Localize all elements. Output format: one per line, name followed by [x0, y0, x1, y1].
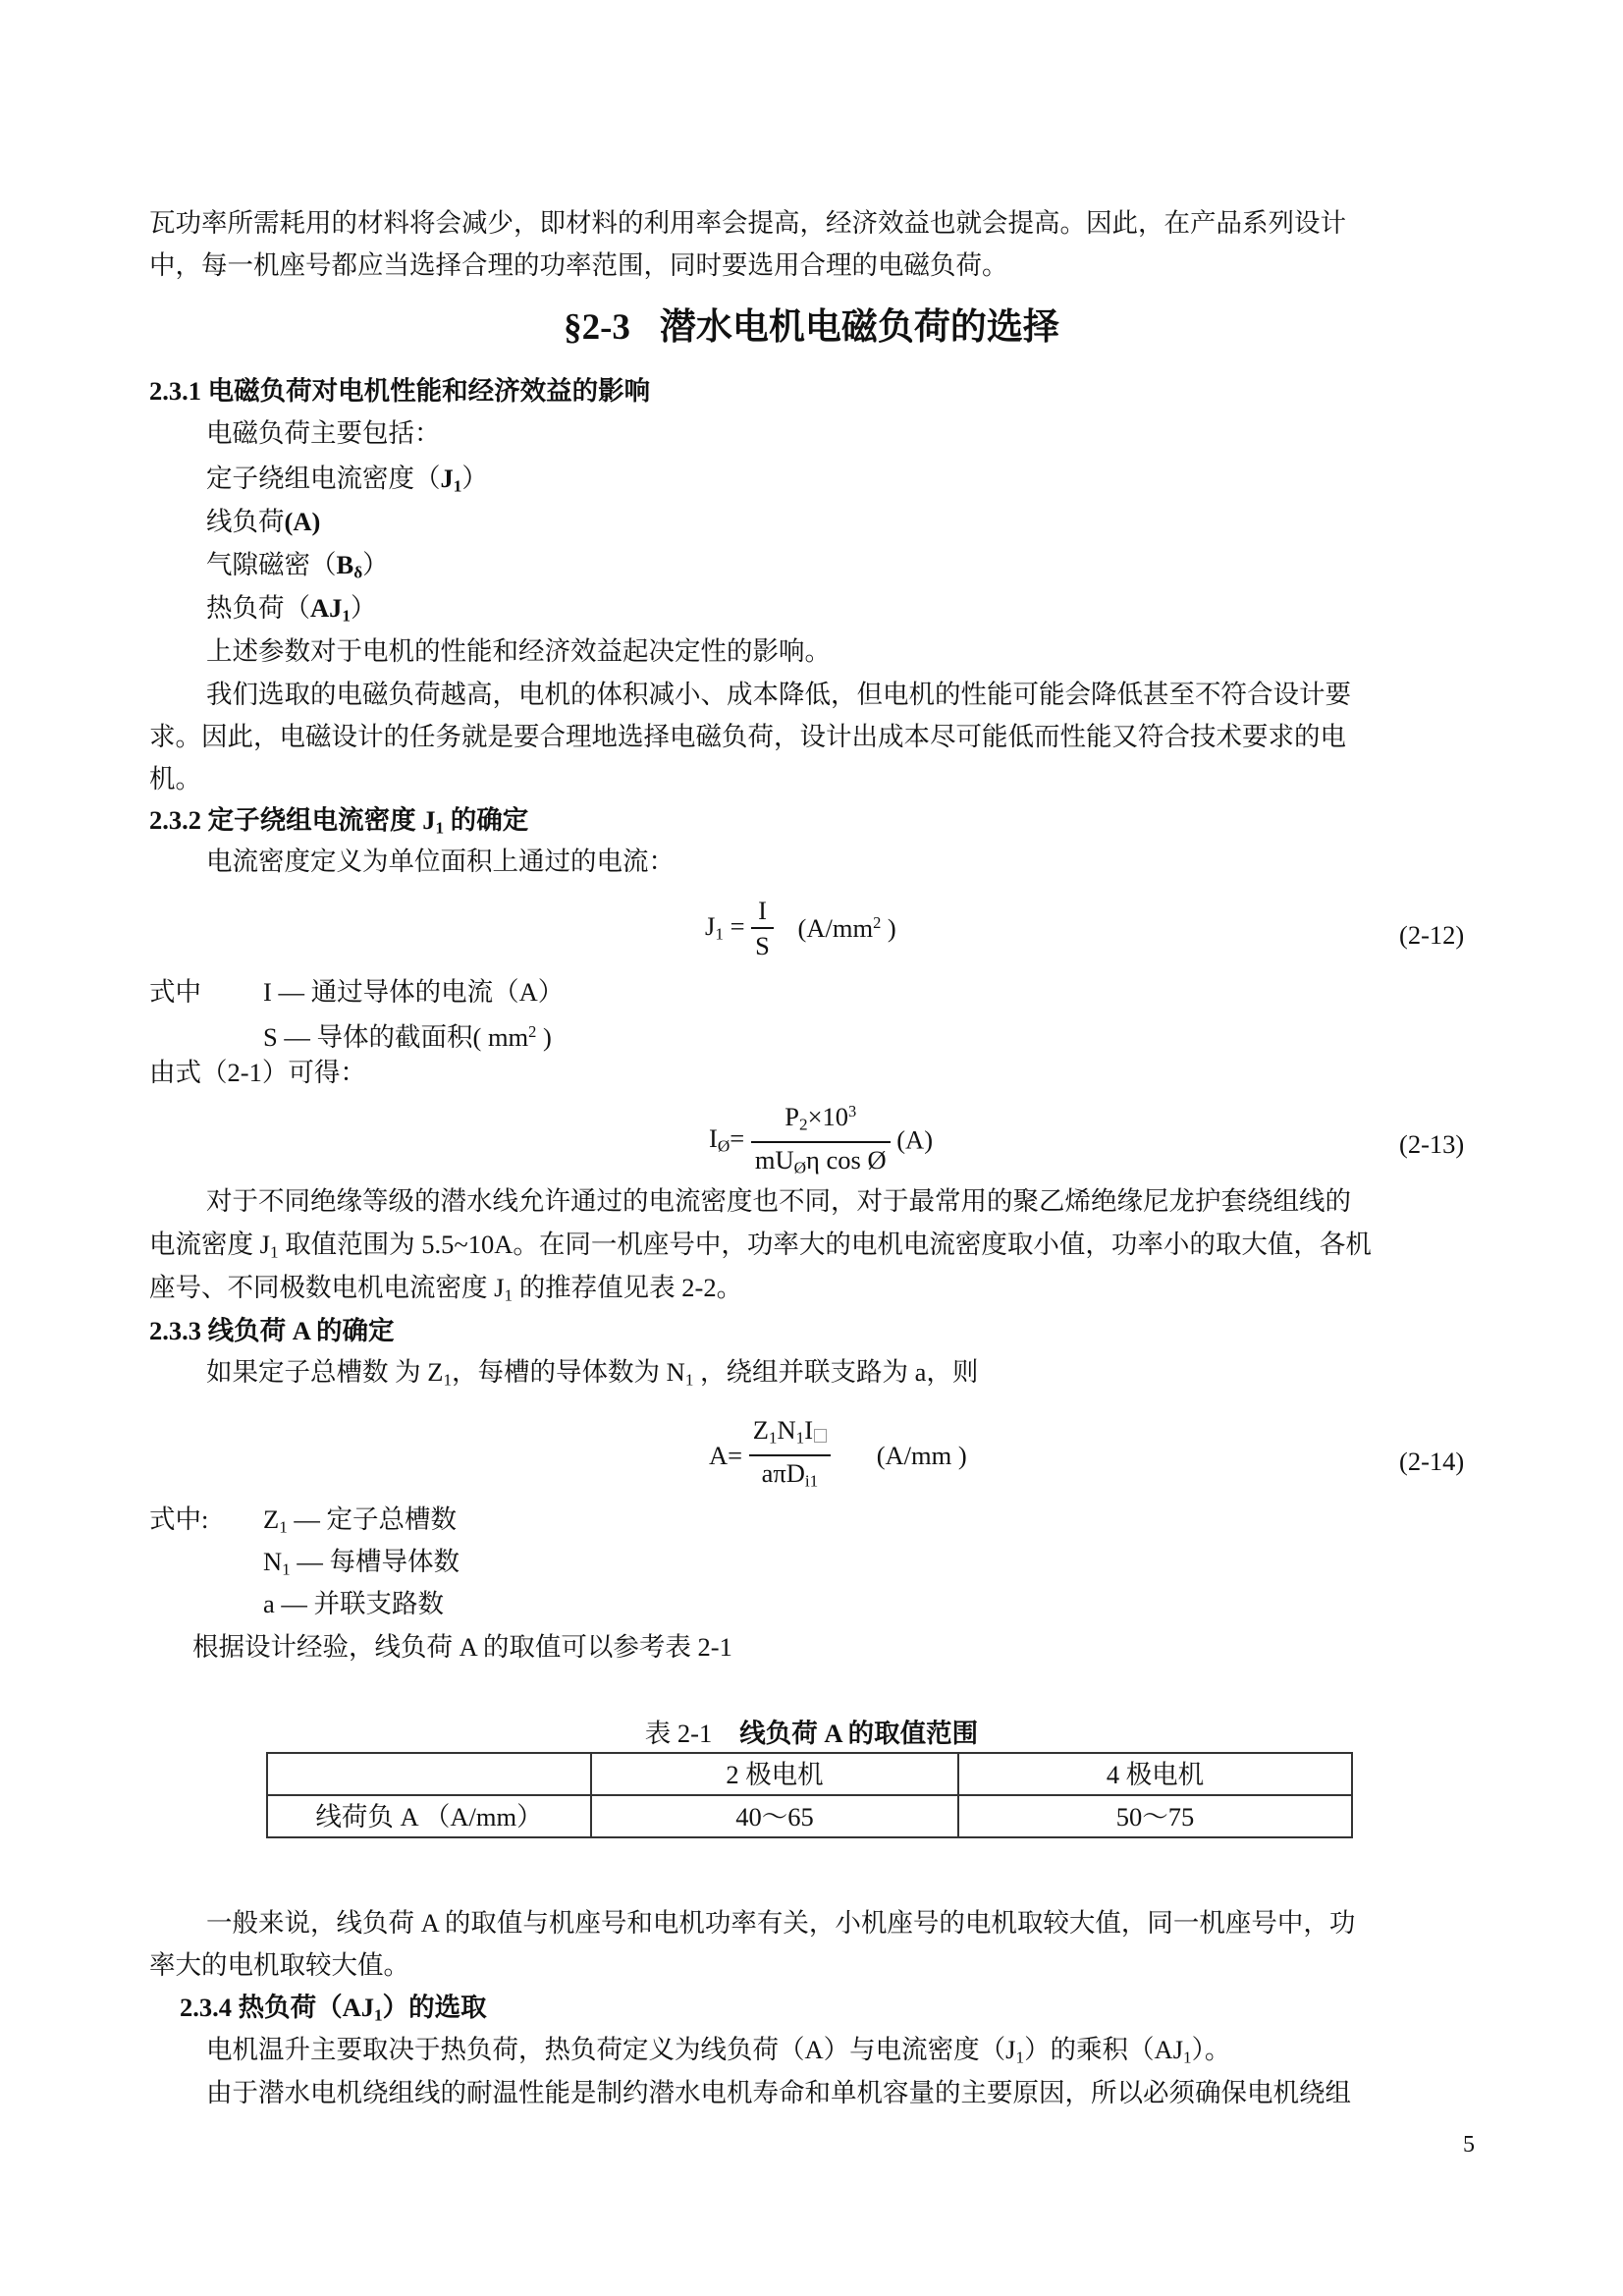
item-text: 热负荷（	[206, 593, 310, 623]
list-item	[206, 507, 320, 536]
para-text: ）的乘积（AJ	[1024, 2035, 1184, 2064]
paragraph-line: 根据设计经验，线负荷 A 的取值可以参考表 2-1	[192, 1632, 732, 1662]
den-text: aπD	[761, 1458, 805, 1489]
num-subscript: 1	[795, 1428, 805, 1448]
num-subscript: 2	[798, 1115, 808, 1134]
item-subscript: 1	[453, 476, 462, 496]
caption-number: 表 2-1	[644, 1719, 713, 1748]
where-symbol: Z	[263, 1504, 280, 1534]
para-text: 座号、不同极数电机电流密度 J	[149, 1273, 505, 1302]
eq-denominator	[749, 1456, 831, 1496]
table-header-row	[267, 1753, 1352, 1795]
paragraph-line	[206, 1357, 978, 1394]
item-symbol: J	[440, 464, 454, 493]
table-cell: 50～75	[958, 1795, 1352, 1837]
where-label: 式中	[149, 977, 201, 1007]
para-subscript: 1	[443, 1370, 453, 1390]
eq-lhs: A=	[709, 1440, 749, 1470]
equation-number: (2-13)	[1399, 1129, 1465, 1159]
eq-unit: (A)	[896, 1124, 934, 1155]
list-item	[206, 593, 377, 630]
eq-numerator	[749, 1415, 831, 1456]
subsection-heading-2-3-3: 2.3.3 线负荷 A 的确定	[149, 1316, 395, 1345]
where-symbol: N	[263, 1547, 283, 1576]
eq-numerator	[751, 1097, 891, 1143]
where-label: 式中:	[149, 1504, 209, 1534]
num-subscript: 1	[768, 1428, 778, 1448]
para-text: 如果定子总槽数 为 Z	[206, 1357, 444, 1387]
where-superscript: 2	[528, 1022, 537, 1041]
num-superscript: 3	[848, 1102, 857, 1121]
where-text: )	[536, 1022, 552, 1053]
where-item: a — 并联支路数	[263, 1589, 445, 1618]
paragraph-line: 上述参数对于电机的性能和经济效益起决定性的影响。	[206, 636, 831, 666]
list-lead: 电磁负荷主要包括：	[206, 418, 441, 448]
item-subscript: δ	[353, 563, 363, 582]
equation-number: (2-12)	[1399, 920, 1465, 950]
paragraph-line: 由式（2-1）可得：	[149, 1058, 366, 1087]
para-text: 电机温升主要取决于热负荷，热负荷定义为线负荷（A）与电流密度（J	[206, 2035, 1016, 2064]
where-text: — 定子总槽数	[287, 1504, 458, 1534]
eq-unit: (A/mm )	[876, 1440, 967, 1470]
para-subscript: 1	[1183, 2048, 1192, 2067]
paragraph-line: 我们选取的电磁负荷越高，电机的体积减小、成本降低，但电机的性能可能会降低甚至不符合设计要	[206, 680, 1351, 709]
den-text: η cos Ø	[806, 1145, 887, 1175]
where-item	[263, 1017, 552, 1052]
where-subscript: 1	[282, 1559, 291, 1579]
equation-2-12	[705, 896, 896, 960]
eq-symbol: I	[709, 1123, 718, 1154]
table-cell: 40～65	[591, 1795, 958, 1837]
list-item	[206, 550, 389, 587]
paragraph-line: 由于潜水电机绕组线的耐温性能是制约潜水电机寿命和单机容量的主要原因，所以必须确保电机绕组	[206, 2078, 1351, 2107]
paragraph-line	[149, 1230, 1372, 1267]
paragraph-line: 中，每一机座号都应当选择合理的功率范围，同时要选用合理的电磁负荷。	[149, 250, 1008, 280]
num-text: ×10	[807, 1102, 849, 1132]
num-text: Z	[752, 1415, 769, 1445]
subsection-heading-2-3-1: 2.3.1 电磁负荷对电机性能和经济效益的影响	[149, 376, 651, 406]
caption-title: 线负荷 A 的取值范围	[739, 1719, 979, 1748]
para-text: ）。	[1191, 2035, 1231, 2064]
paragraph-line: 一般来说，线负荷 A 的取值与机座号和电机功率有关，小机座号的电机取较大值，同一机座号中，功	[206, 1908, 1356, 1938]
unit-text: (A/mm	[797, 912, 874, 943]
unit-superscript: 2	[873, 912, 882, 932]
para-subscript: 1	[684, 1370, 694, 1390]
eq-subscript: Ø	[717, 1136, 730, 1156]
para-text: ，每槽的导体数为 N	[452, 1357, 685, 1387]
den-subscript: Ø	[793, 1158, 807, 1177]
data-table	[266, 1752, 1353, 1838]
heading-text: 2.3.2 定子绕组电流密度 J	[149, 805, 436, 835]
num-text: I	[804, 1415, 814, 1445]
paragraph-line	[206, 2035, 1230, 2072]
eq-unit	[798, 913, 896, 943]
table-row	[267, 1795, 1352, 1837]
equation-2-14	[709, 1415, 967, 1497]
para-subscript: 1	[504, 1285, 514, 1305]
paragraph-line: 求。因此，电磁设计的任务就是要合理地选择电磁负荷，设计出成本尽可能低而性能又符合技术要求的电	[149, 722, 1346, 751]
para-text: 电流密度 J	[149, 1230, 270, 1259]
item-end: ）	[362, 550, 389, 579]
section-heading	[0, 306, 1623, 350]
heading-subscript: 1	[435, 818, 445, 838]
heading-text: 2.3.4 热负荷（AJ	[180, 1993, 375, 2022]
eq-numerator: I	[751, 896, 774, 929]
where-text: — 每槽导体数	[290, 1547, 460, 1576]
item-subscript: 1	[342, 606, 351, 626]
den-text: mU	[754, 1145, 794, 1175]
item-end: ）	[461, 464, 488, 493]
heading-subscript: 1	[374, 2005, 383, 2025]
eq-denominator	[751, 1143, 891, 1182]
paragraph-line: 对于不同绝缘等级的潜水线允许通过的电流密度也不同，对于最常用的聚乙烯绝缘尼龙护套绕组线的	[206, 1186, 1351, 1216]
eq-lhs	[709, 1123, 751, 1156]
section-title: 潜水电机电磁负荷的选择	[659, 307, 1059, 348]
equation-2-13	[709, 1097, 933, 1183]
equation-number: (2-14)	[1399, 1447, 1465, 1476]
table-caption	[0, 1719, 1623, 1748]
subsection-heading-2-3-4	[180, 1993, 487, 2030]
where-item: I — 通过导体的电流（A）	[263, 977, 565, 1007]
subsection-heading-2-3-2	[149, 805, 528, 843]
eq-denominator: S	[755, 931, 770, 960]
item-text: 定子绕组电流密度（	[206, 464, 441, 493]
eq-sign: =	[723, 911, 752, 942]
para-text: ，绕组并联支路为 a，则	[693, 1357, 979, 1387]
heading-text: ）的选取	[382, 1993, 487, 2022]
table-header-cell: 4 极电机	[958, 1753, 1352, 1795]
eq-symbol: J	[705, 911, 716, 942]
section-number: §2-3	[564, 307, 630, 348]
item-text: 气隙磁密（	[206, 550, 337, 579]
den-subscript: i1	[804, 1471, 819, 1491]
eq-fraction	[751, 896, 774, 960]
paragraph-line: 机。	[149, 764, 201, 793]
heading-text: 的确定	[444, 805, 529, 835]
item-symbol: (A)	[284, 507, 321, 536]
eq-fraction	[751, 1097, 891, 1183]
eq-fraction	[749, 1415, 831, 1497]
paragraph-line: 电流密度定义为单位面积上通过的电流：	[206, 847, 675, 876]
eq-sign: =	[730, 1123, 751, 1154]
table-cell: 线荷负 A （A/mm）	[267, 1795, 591, 1837]
para-subscript: 1	[1015, 2048, 1025, 2067]
num-text: P	[784, 1102, 799, 1132]
para-text: 取值范围为 5.5~10A。在同一机座号中，功率大的电机电流密度取小值，功率小的取大值，各机	[278, 1230, 1372, 1259]
paragraph-line: 瓦功率所需耗用的材料将会减少，即材料的利用率会提高，经济效益也就会提高。因此，在产品系列设计	[149, 208, 1346, 238]
item-text: 线负荷	[206, 507, 285, 536]
item-symbol: B	[336, 550, 354, 579]
paragraph-line: 率大的电机取较大值。	[149, 1950, 409, 1980]
table-header-cell	[267, 1753, 591, 1795]
eq-subscript: 1	[715, 924, 724, 944]
num-text: N	[777, 1415, 796, 1445]
eq-lhs	[705, 911, 752, 944]
missing-glyph-box	[814, 1429, 827, 1443]
para-subscript: 1	[269, 1242, 279, 1262]
where-subscript: 1	[279, 1517, 288, 1537]
unit-end: )	[881, 912, 896, 943]
list-item	[206, 464, 488, 501]
paragraph-line	[149, 1273, 742, 1310]
para-text: 的推荐值见表 2-2。	[513, 1273, 743, 1302]
where-item	[263, 1547, 460, 1584]
item-symbol: AJ	[310, 593, 343, 623]
table-header-cell: 2 极电机	[591, 1753, 958, 1795]
page-number: 5	[1463, 2132, 1475, 2158]
where-text: S — 导体的截面积( mm	[263, 1022, 529, 1053]
item-end: ）	[351, 593, 377, 623]
where-item	[263, 1504, 457, 1542]
